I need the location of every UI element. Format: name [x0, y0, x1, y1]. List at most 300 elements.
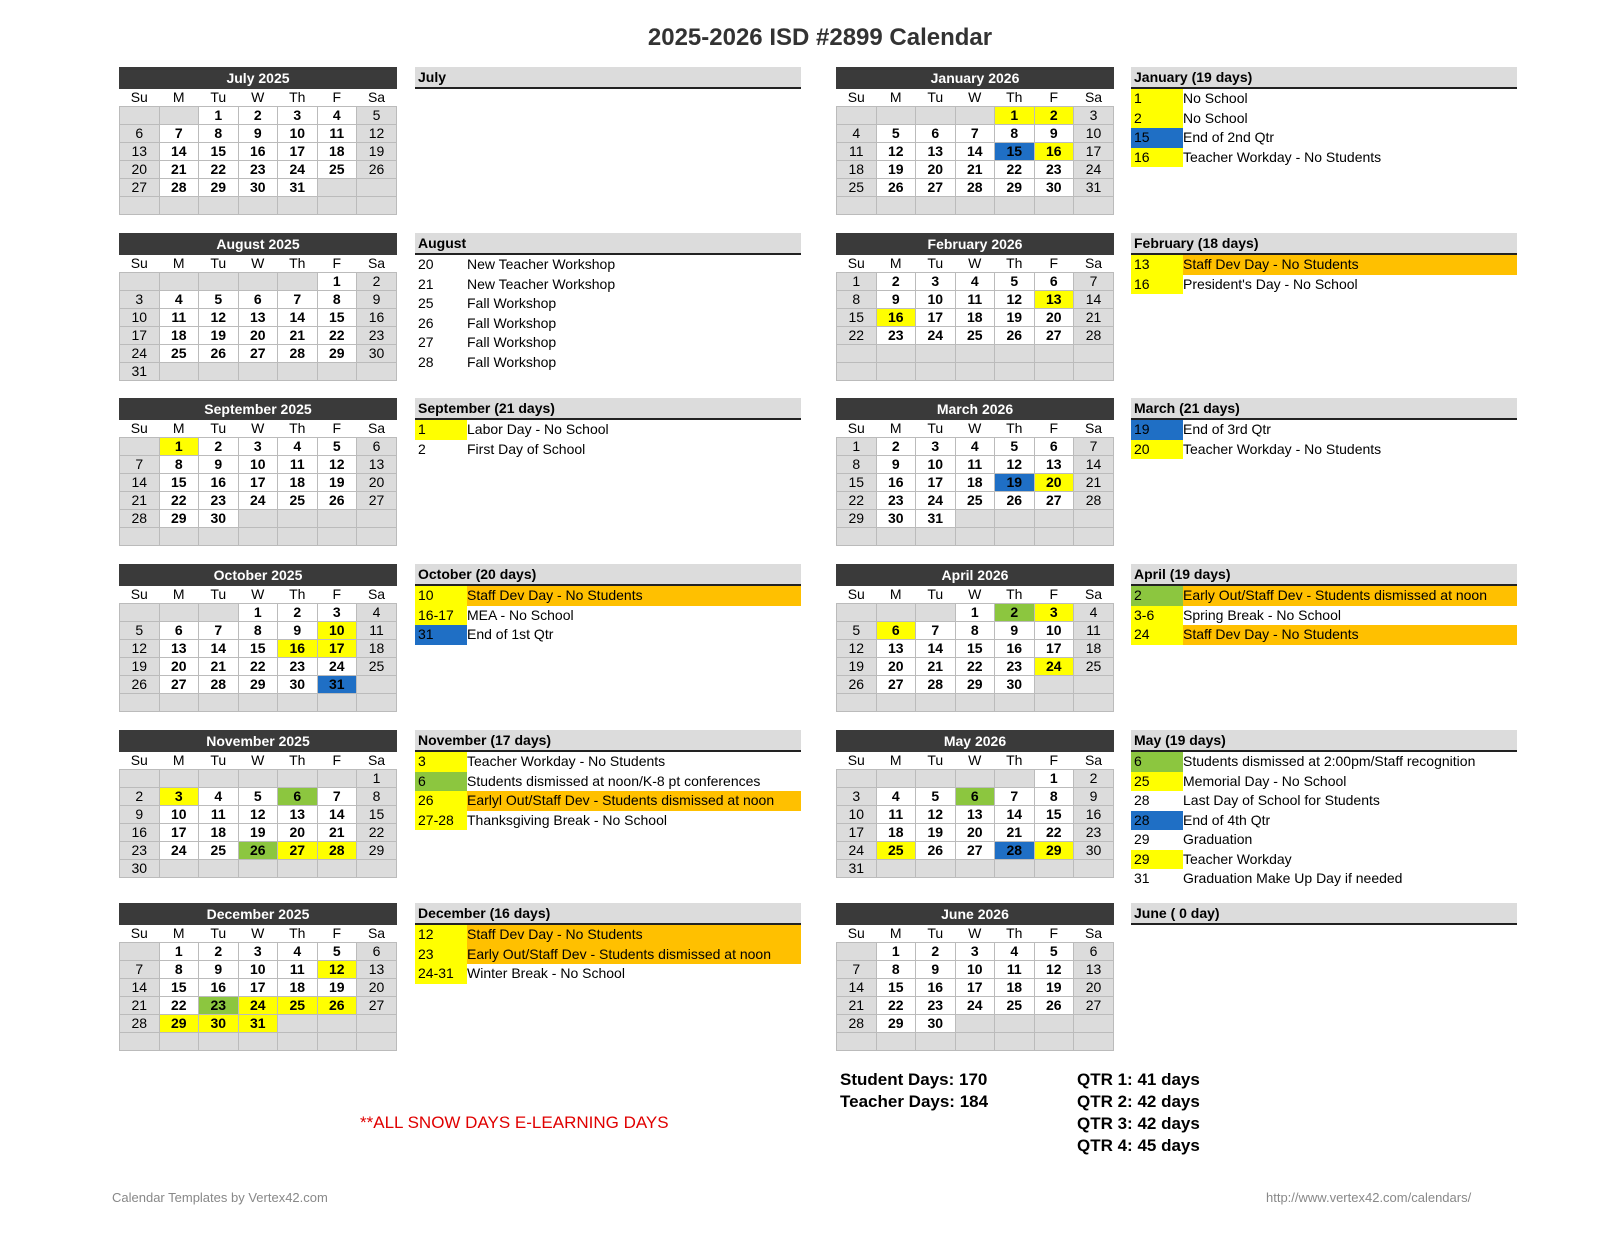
- event-date: 28: [1134, 792, 1150, 808]
- day-cell: 9: [876, 456, 916, 474]
- weekday-header: M: [159, 752, 199, 770]
- day-cell: 31: [278, 179, 318, 197]
- event-date: 15: [1131, 128, 1183, 148]
- day-cell: 29: [837, 510, 877, 528]
- event-date: 16: [1131, 148, 1183, 168]
- day-cell: 18: [317, 143, 357, 161]
- day-cell: 1: [317, 273, 357, 291]
- event-row: [415, 586, 801, 606]
- weekday-header: Su: [837, 752, 877, 770]
- event-row: [1131, 420, 1517, 440]
- empty-cell: [876, 363, 916, 381]
- day-cell: 11: [317, 125, 357, 143]
- month-events: [415, 564, 801, 645]
- footer-url[interactable]: http://www.vertex42.com/calendars/: [1266, 1190, 1472, 1205]
- empty-cell: [357, 197, 397, 215]
- day-cell: 7: [199, 622, 239, 640]
- event-date: 16-17: [415, 606, 467, 626]
- day-cell: 8: [837, 456, 877, 474]
- empty-cell: [159, 604, 199, 622]
- event-date: 31: [415, 625, 467, 645]
- day-cell: 9: [995, 622, 1035, 640]
- event-row: [1131, 869, 1517, 889]
- day-cell: 21: [916, 658, 956, 676]
- weekday-header: Th: [995, 420, 1035, 438]
- day-cell: 4: [955, 273, 995, 291]
- day-cell: 17: [916, 474, 956, 492]
- day-cell: 13: [1074, 961, 1114, 979]
- empty-cell: [1074, 1015, 1114, 1033]
- day-cell: 12: [995, 291, 1035, 309]
- day-cell: 5: [876, 125, 916, 143]
- day-cell: 25: [955, 492, 995, 510]
- month-calendar: [836, 564, 1114, 712]
- day-cell: 28: [1074, 492, 1114, 510]
- day-cell: 25: [357, 658, 397, 676]
- day-cell: 28: [159, 179, 199, 197]
- day-cell: 24: [120, 345, 160, 363]
- weekday-header: W: [955, 586, 995, 604]
- event-text: Fall Workshop: [467, 353, 557, 370]
- day-cell: 28: [199, 676, 239, 694]
- day-cell: 29: [317, 345, 357, 363]
- day-cell: 14: [278, 309, 318, 327]
- empty-cell: [995, 197, 1035, 215]
- day-cell: 28: [916, 676, 956, 694]
- month-title: May 2026: [837, 731, 1114, 752]
- weekday-header: M: [876, 89, 916, 107]
- empty-cell: [916, 363, 956, 381]
- weekday-header: Sa: [357, 752, 397, 770]
- quarter-totals: [1077, 1069, 1200, 1157]
- day-cell: 9: [1074, 788, 1114, 806]
- event-date: 12: [415, 925, 467, 945]
- empty-cell: [357, 694, 397, 712]
- weekday-header: M: [159, 925, 199, 943]
- empty-cell: [238, 694, 278, 712]
- day-cell: 6: [1074, 943, 1114, 961]
- empty-cell: [837, 107, 877, 125]
- day-cell: 23: [357, 327, 397, 345]
- empty-cell: [1034, 1015, 1074, 1033]
- day-cell: 19: [357, 143, 397, 161]
- day-cell: 3: [1034, 604, 1074, 622]
- empty-cell: [317, 770, 357, 788]
- day-cell: 19: [995, 474, 1035, 492]
- event-text: Early Out/Staff Dev - Students dismissed at noon: [467, 945, 772, 962]
- day-cell: 18: [876, 824, 916, 842]
- day-cell: 25: [837, 179, 877, 197]
- day-cell: 3: [1074, 107, 1114, 125]
- weekday-header: Sa: [1074, 586, 1114, 604]
- day-cell: 12: [876, 143, 916, 161]
- event-row: [415, 811, 801, 831]
- qtr3-days: QTR 3: 42 days: [1077, 1114, 1200, 1133]
- event-date: 24: [1131, 625, 1183, 645]
- weekday-header: Tu: [916, 752, 956, 770]
- day-cell: 6: [238, 291, 278, 309]
- qtr2-days: QTR 2: 42 days: [1077, 1092, 1200, 1111]
- day-cell: 18: [357, 640, 397, 658]
- day-cell: 20: [238, 327, 278, 345]
- day-cell: 6: [278, 788, 318, 806]
- day-cell: 24: [238, 997, 278, 1015]
- empty-cell: [916, 197, 956, 215]
- month-title: February 2026: [837, 234, 1114, 255]
- day-cell: 11: [1074, 622, 1114, 640]
- event-row: [1131, 128, 1517, 148]
- day-cell: 12: [120, 640, 160, 658]
- teacher-days: Teacher Days: 184: [840, 1092, 989, 1111]
- day-cell: 2: [995, 604, 1035, 622]
- event-date: 16: [1131, 275, 1183, 295]
- day-cell: 23: [1034, 161, 1074, 179]
- event-row: [1131, 255, 1517, 275]
- weekday-header: Th: [278, 89, 318, 107]
- qtr1-days: QTR 1: 41 days: [1077, 1070, 1200, 1089]
- event-text: End of 2nd Qtr: [1183, 129, 1275, 145]
- empty-cell: [278, 363, 318, 381]
- weekday-header: Sa: [1074, 752, 1114, 770]
- day-cell: 14: [1074, 291, 1114, 309]
- event-row: [1131, 811, 1517, 831]
- empty-cell: [278, 770, 318, 788]
- day-cell: 5: [995, 273, 1035, 291]
- day-cell: 8: [159, 961, 199, 979]
- day-cell: 1: [357, 770, 397, 788]
- empty-cell: [1034, 197, 1074, 215]
- event-row: [1131, 89, 1517, 109]
- day-cell: 3: [916, 438, 956, 456]
- day-cell: 26: [199, 345, 239, 363]
- day-cell: 13: [278, 806, 318, 824]
- empty-cell: [238, 528, 278, 546]
- day-cell: 10: [159, 806, 199, 824]
- day-cell: 26: [916, 842, 956, 860]
- empty-cell: [1034, 528, 1074, 546]
- day-cell: 31: [120, 363, 160, 381]
- empty-cell: [837, 770, 877, 788]
- event-text: Staff Dev Day - No Students: [467, 587, 643, 603]
- day-cell: 15: [238, 640, 278, 658]
- day-cell: 11: [955, 291, 995, 309]
- day-cell: 5: [1034, 943, 1074, 961]
- day-cell: 20: [159, 658, 199, 676]
- event-row: [415, 925, 801, 945]
- day-cell: 3: [955, 943, 995, 961]
- day-cell: 8: [357, 788, 397, 806]
- empty-cell: [955, 1033, 995, 1051]
- day-cell: 25: [199, 842, 239, 860]
- empty-cell: [199, 604, 239, 622]
- empty-cell: [916, 860, 956, 878]
- event-row: [415, 752, 801, 772]
- day-cell: 8: [995, 125, 1035, 143]
- day-cell: 2: [120, 788, 160, 806]
- empty-cell: [995, 528, 1035, 546]
- day-cell: 9: [278, 622, 318, 640]
- weekday-header: Su: [837, 420, 877, 438]
- empty-cell: [955, 197, 995, 215]
- day-cell: 10: [317, 622, 357, 640]
- event-text: Last Day of School for Students: [1183, 792, 1380, 808]
- empty-cell: [120, 943, 160, 961]
- empty-cell: [1034, 1033, 1074, 1051]
- event-row: [1131, 586, 1517, 606]
- event-text: Winter Break - No School: [467, 965, 625, 981]
- weekday-header: Sa: [1074, 925, 1114, 943]
- empty-cell: [1034, 363, 1074, 381]
- events-title: April (19 days): [1131, 564, 1517, 586]
- snow-day-note: **ALL SNOW DAYS E-LEARNING DAYS: [360, 1113, 669, 1132]
- day-cell: 6: [1034, 273, 1074, 291]
- day-cell: 16: [238, 143, 278, 161]
- event-text: Staff Dev Day - No Students: [1183, 626, 1359, 642]
- day-cell: 18: [955, 309, 995, 327]
- empty-cell: [955, 770, 995, 788]
- day-cell: 17: [317, 640, 357, 658]
- empty-cell: [955, 345, 995, 363]
- event-text: MEA - No School: [467, 606, 574, 623]
- day-cell: 10: [1074, 125, 1114, 143]
- day-cell: 25: [278, 997, 318, 1015]
- event-row: [415, 333, 801, 353]
- day-cell: 21: [1074, 309, 1114, 327]
- day-cell: 17: [837, 824, 877, 842]
- empty-cell: [120, 1033, 160, 1051]
- empty-cell: [955, 860, 995, 878]
- day-cell: 24: [317, 658, 357, 676]
- day-cell: 23: [120, 842, 160, 860]
- day-cell: 27: [278, 842, 318, 860]
- day-cell: 3: [278, 107, 318, 125]
- day-cell: 8: [955, 622, 995, 640]
- day-cell: 22: [995, 161, 1035, 179]
- weekday-header: Sa: [1074, 255, 1114, 273]
- event-text: Fall Workshop: [467, 295, 557, 311]
- day-cell: 5: [238, 788, 278, 806]
- event-date: 25: [1131, 772, 1183, 792]
- day-cell: 22: [837, 492, 877, 510]
- day-cell: 17: [120, 327, 160, 345]
- event-text: Teacher Workday - No Students: [1183, 148, 1382, 165]
- day-cell: 16: [278, 640, 318, 658]
- day-cell: 12: [199, 309, 239, 327]
- day-cell: 20: [1034, 309, 1074, 327]
- day-cell: 27: [238, 345, 278, 363]
- event-text: Staff Dev Day - No Students: [1183, 256, 1359, 272]
- day-cell: 11: [278, 456, 318, 474]
- empty-cell: [199, 1033, 239, 1051]
- month-title: August 2025: [120, 234, 397, 255]
- day-cell: 17: [1074, 143, 1114, 161]
- weekday-header: Su: [837, 925, 877, 943]
- event-date: 1: [1131, 89, 1183, 109]
- weekday-header: Su: [120, 752, 160, 770]
- empty-cell: [199, 273, 239, 291]
- weekday-header: Tu: [199, 89, 239, 107]
- weekday-header: W: [955, 255, 995, 273]
- day-cell: 9: [199, 961, 239, 979]
- empty-cell: [120, 770, 160, 788]
- day-cell: 18: [159, 327, 199, 345]
- day-cell: 24: [238, 492, 278, 510]
- month-title: July 2025: [120, 68, 397, 89]
- empty-cell: [955, 694, 995, 712]
- empty-cell: [120, 438, 160, 456]
- day-cell: 11: [357, 622, 397, 640]
- day-cell: 1: [1034, 770, 1074, 788]
- month-events: [1131, 67, 1517, 167]
- day-cell: 16: [1074, 806, 1114, 824]
- empty-cell: [916, 604, 956, 622]
- day-cell: 13: [238, 309, 278, 327]
- month-calendar: [836, 730, 1114, 878]
- event-date: 26: [415, 791, 467, 811]
- month-calendar: [119, 903, 397, 1051]
- empty-cell: [955, 107, 995, 125]
- day-cell: 11: [159, 309, 199, 327]
- empty-cell: [120, 694, 160, 712]
- day-cell: 21: [995, 824, 1035, 842]
- day-cell: 29: [159, 510, 199, 528]
- day-cell: 1: [837, 273, 877, 291]
- day-cell: 15: [837, 474, 877, 492]
- day-cell: 8: [876, 961, 916, 979]
- event-row: [415, 275, 801, 295]
- event-date: 2: [1131, 586, 1183, 606]
- day-cell: 23: [199, 997, 239, 1015]
- weekday-header: Su: [120, 925, 160, 943]
- day-cell: 26: [357, 161, 397, 179]
- empty-cell: [278, 694, 318, 712]
- day-cell: 20: [876, 658, 916, 676]
- event-text: Students dismissed at noon/K-8 pt conferences: [467, 772, 761, 789]
- weekday-header: Sa: [357, 89, 397, 107]
- event-date: 25: [418, 295, 434, 311]
- event-row: [415, 964, 801, 984]
- event-date: 28: [418, 353, 434, 370]
- day-cell: 16: [199, 979, 239, 997]
- empty-cell: [199, 860, 239, 878]
- empty-cell: [1034, 510, 1074, 528]
- day-cell: 29: [199, 179, 239, 197]
- day-cell: 10: [238, 961, 278, 979]
- day-cell: 10: [837, 806, 877, 824]
- empty-cell: [1074, 363, 1114, 381]
- day-cell: 29: [159, 1015, 199, 1033]
- month-events: [1131, 398, 1517, 459]
- weekday-header: Tu: [199, 255, 239, 273]
- empty-cell: [1074, 1033, 1114, 1051]
- day-cell: 10: [916, 456, 956, 474]
- day-cell: 29: [1034, 842, 1074, 860]
- day-cell: 20: [120, 161, 160, 179]
- weekday-header: M: [159, 89, 199, 107]
- day-cell: 27: [159, 676, 199, 694]
- day-cell: 29: [238, 676, 278, 694]
- empty-cell: [357, 860, 397, 878]
- weekday-header: W: [238, 89, 278, 107]
- weekday-header: Sa: [1074, 420, 1114, 438]
- events-title: December (16 days): [415, 903, 801, 925]
- empty-cell: [120, 604, 160, 622]
- day-cell: 8: [238, 622, 278, 640]
- empty-cell: [159, 197, 199, 215]
- day-cell: 28: [837, 1015, 877, 1033]
- day-cell: 28: [120, 510, 160, 528]
- day-cell: 16: [1034, 143, 1074, 161]
- event-row: [1131, 606, 1517, 626]
- day-cell: 19: [199, 327, 239, 345]
- event-date: 19: [1131, 420, 1183, 440]
- day-cell: 21: [159, 161, 199, 179]
- empty-cell: [1074, 676, 1114, 694]
- day-cell: 28: [955, 179, 995, 197]
- day-cell: 28: [278, 345, 318, 363]
- day-cell: 21: [199, 658, 239, 676]
- weekday-header: Th: [995, 89, 1035, 107]
- day-cell: 20: [357, 979, 397, 997]
- empty-cell: [238, 860, 278, 878]
- weekday-header: Tu: [916, 925, 956, 943]
- weekday-header: M: [159, 420, 199, 438]
- weekday-header: F: [1034, 420, 1074, 438]
- month-title: November 2025: [120, 731, 397, 752]
- weekday-header: Tu: [916, 255, 956, 273]
- empty-cell: [876, 107, 916, 125]
- empty-cell: [1074, 510, 1114, 528]
- day-cell: 30: [199, 510, 239, 528]
- empty-cell: [916, 770, 956, 788]
- day-cell: 9: [1034, 125, 1074, 143]
- day-cell: 10: [955, 961, 995, 979]
- day-cell: 9: [120, 806, 160, 824]
- empty-cell: [916, 528, 956, 546]
- day-cell: 14: [159, 143, 199, 161]
- day-cell: 30: [876, 510, 916, 528]
- day-cell: 26: [238, 842, 278, 860]
- weekday-header: F: [1034, 89, 1074, 107]
- weekday-header: Su: [120, 586, 160, 604]
- day-cell: 16: [876, 474, 916, 492]
- empty-cell: [876, 528, 916, 546]
- empty-cell: [238, 510, 278, 528]
- event-row: [415, 255, 801, 275]
- day-cell: 23: [199, 492, 239, 510]
- empty-cell: [278, 273, 318, 291]
- empty-cell: [837, 943, 877, 961]
- empty-cell: [916, 1033, 956, 1051]
- day-cell: 4: [837, 125, 877, 143]
- event-row: [415, 606, 801, 626]
- day-cell: 7: [278, 291, 318, 309]
- page-title: 2025-2026 ISD #2899 Calendar: [647, 24, 993, 51]
- event-date: 29: [1134, 831, 1150, 847]
- day-cell: 14: [955, 143, 995, 161]
- day-cell: 7: [120, 961, 160, 979]
- day-cell: 23: [238, 161, 278, 179]
- day-cell: 4: [199, 788, 239, 806]
- event-date: 3: [415, 752, 467, 772]
- day-cell: 19: [238, 824, 278, 842]
- day-cell: 27: [1034, 327, 1074, 345]
- month-events: [1131, 564, 1517, 645]
- month-events: [415, 398, 801, 459]
- empty-cell: [159, 694, 199, 712]
- empty-cell: [837, 197, 877, 215]
- empty-cell: [238, 1033, 278, 1051]
